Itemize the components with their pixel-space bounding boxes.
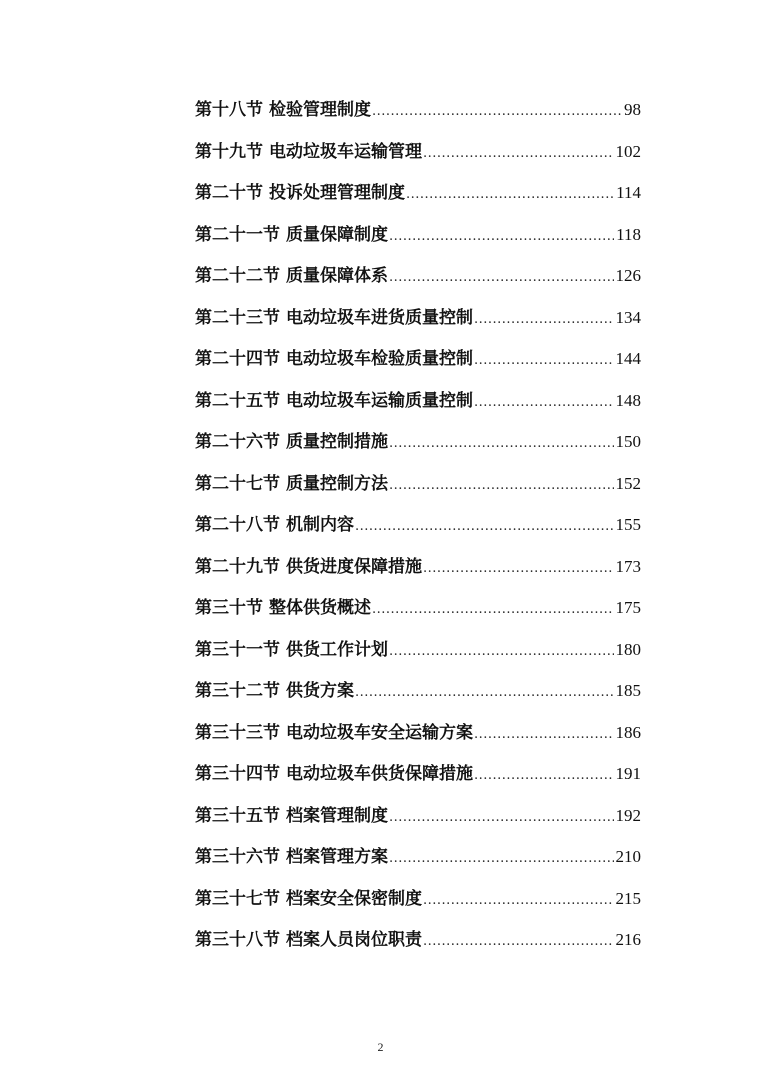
toc-page-number: 216 (615, 930, 641, 949)
toc-entry[interactable] (195, 300, 641, 342)
toc-page-number: 173 (615, 556, 641, 576)
toc-title: 供货方案 (286, 681, 354, 701)
toc-entry[interactable] (195, 632, 641, 674)
table-of-contents (195, 92, 641, 964)
toc-title: 质量控制措施 (286, 432, 388, 452)
toc-dot-leader (372, 94, 622, 130)
toc-entry[interactable] (195, 383, 641, 425)
toc-title: 电动垃圾车检验质量控制 (286, 349, 473, 369)
toc-title: 整体供货概述 (269, 598, 371, 618)
toc-section-number: 第三十八节 (195, 930, 280, 950)
toc-title: 档案管理方案 (286, 847, 388, 867)
toc-section-number: 第二十二节 (195, 266, 280, 286)
toc-entry[interactable] (195, 424, 641, 466)
toc-section-number: 第二十三节 (195, 307, 280, 328)
toc-entry[interactable] (195, 134, 641, 176)
toc-page-number: 126 (615, 266, 641, 285)
toc-title: 电动垃圾车进货质量控制 (286, 307, 473, 328)
toc-page-number: 144 (615, 349, 641, 368)
toc-entry[interactable] (195, 92, 641, 134)
toc-title: 供货工作计划 (286, 639, 388, 660)
toc-entry[interactable] (195, 258, 641, 300)
toc-dot-leader (474, 302, 614, 338)
toc-page-number: 148 (615, 390, 641, 410)
toc-section-number: 第三十六节 (195, 847, 280, 867)
toc-entry[interactable] (195, 922, 641, 964)
toc-entry[interactable] (195, 466, 641, 508)
toc-dot-leader (423, 924, 614, 960)
toc-page-number: 175 (615, 598, 641, 617)
toc-section-number: 第二十六节 (195, 432, 280, 452)
toc-page-number: 155 (615, 515, 641, 534)
toc-page-number: 114 (616, 183, 641, 202)
footer-page-number: 2 (377, 1040, 384, 1054)
toc-dot-leader (406, 177, 614, 213)
toc-title: 投诉处理管理制度 (269, 183, 405, 203)
toc-section-number: 第三十三节 (195, 722, 280, 743)
toc-section-number: 第二十九节 (195, 556, 280, 577)
toc-section-number: 第二十节 (195, 183, 263, 203)
toc-title: 供货进度保障措施 (286, 556, 422, 577)
toc-page-number: 102 (615, 141, 641, 161)
toc-title: 检验管理制度 (269, 100, 371, 120)
toc-dot-leader (355, 509, 614, 545)
toc-page-number: 185 (615, 681, 641, 700)
toc-title: 电动垃圾车安全运输方案 (286, 722, 473, 743)
toc-section-number: 第三十节 (195, 598, 263, 618)
toc-section-number: 第十九节 (195, 141, 263, 162)
toc-page-number: 134 (615, 307, 641, 327)
toc-page-number: 215 (615, 888, 641, 908)
toc-page-number: 98 (624, 100, 641, 119)
toc-entry[interactable] (195, 217, 641, 259)
toc-dot-leader (423, 551, 614, 587)
toc-dot-leader (389, 426, 614, 462)
toc-dot-leader (389, 260, 614, 296)
toc-page-number: 192 (615, 805, 641, 825)
toc-section-number: 第二十五节 (195, 390, 280, 411)
toc-dot-leader (423, 883, 614, 919)
toc-page-number: 210 (615, 847, 641, 866)
toc-section-number: 第十八节 (195, 100, 263, 120)
toc-title: 档案管理制度 (286, 805, 388, 826)
toc-section-number: 第三十七节 (195, 888, 280, 909)
toc-title: 电动垃圾车供货保障措施 (286, 764, 473, 784)
toc-title: 电动垃圾车运输管理 (269, 141, 422, 162)
toc-dot-leader (474, 343, 614, 379)
toc-title: 电动垃圾车运输质量控制 (286, 390, 473, 411)
toc-title: 机制内容 (286, 515, 354, 535)
toc-title: 质量控制方法 (286, 473, 388, 494)
toc-dot-leader (423, 136, 614, 172)
toc-entry[interactable] (195, 839, 641, 881)
toc-entry[interactable] (195, 756, 641, 798)
toc-section-number: 第三十二节 (195, 681, 280, 701)
toc-dot-leader (474, 758, 614, 794)
toc-section-number: 第二十一节 (195, 224, 280, 245)
toc-section-number: 第二十七节 (195, 473, 280, 494)
toc-dot-leader (474, 385, 614, 421)
toc-entry[interactable] (195, 549, 641, 591)
toc-title: 档案安全保密制度 (286, 888, 422, 909)
toc-title: 档案人员岗位职责 (286, 930, 422, 950)
toc-entry[interactable] (195, 673, 641, 715)
toc-page-number: 118 (616, 224, 641, 244)
toc-title: 质量保障体系 (286, 266, 388, 286)
toc-dot-leader (389, 468, 614, 504)
toc-entry[interactable] (195, 715, 641, 757)
toc-section-number: 第二十八节 (195, 515, 280, 535)
toc-page-number: 186 (615, 722, 641, 742)
toc-page-number: 191 (615, 764, 641, 783)
toc-dot-leader (355, 675, 614, 711)
toc-dot-leader (474, 717, 614, 753)
toc-page-number: 152 (615, 473, 641, 493)
toc-dot-leader (372, 592, 614, 628)
toc-dot-leader (389, 800, 614, 836)
toc-dot-leader (389, 219, 614, 255)
toc-entry[interactable] (195, 798, 641, 840)
toc-entry[interactable] (195, 507, 641, 549)
toc-section-number: 第二十四节 (195, 349, 280, 369)
toc-entry[interactable] (195, 175, 641, 217)
toc-page-number: 150 (615, 432, 641, 451)
toc-page-number: 180 (615, 639, 641, 659)
toc-entry[interactable] (195, 590, 641, 632)
toc-dot-leader (389, 841, 614, 877)
toc-section-number: 第三十四节 (195, 764, 280, 784)
toc-section-number: 第三十五节 (195, 805, 280, 826)
toc-title: 质量保障制度 (286, 224, 388, 245)
toc-dot-leader (389, 634, 614, 670)
toc-entry[interactable] (195, 341, 641, 383)
toc-entry[interactable] (195, 881, 641, 923)
toc-section-number: 第三十一节 (195, 639, 280, 660)
